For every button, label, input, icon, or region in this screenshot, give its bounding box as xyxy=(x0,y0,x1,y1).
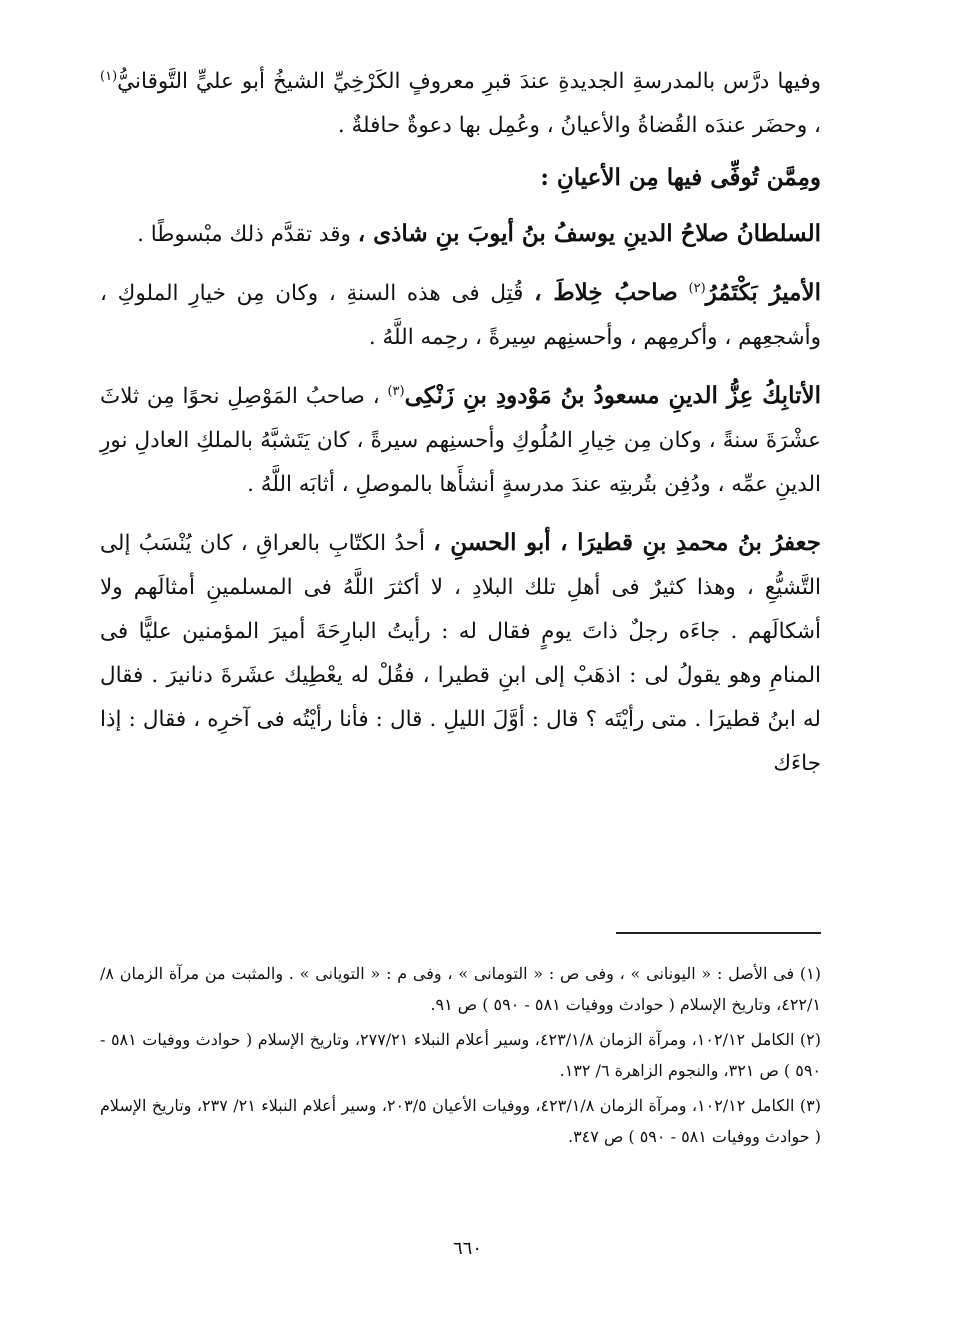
entry-text: وقد تقدَّم ذلك مبْسوطًا . xyxy=(137,222,351,247)
entry-text: ، صاحبُ المَوْصِلِ نحوًا مِن ثلاثَ عشْرَةَ سنةً ، وكان مِن خِيارِ المُلُوكِ وأحسنِهم سيرةً ، كان يَتَشبَّهُ بالملكِ العادلِ نورِ الدينِ عمِّه ، ودُفِن بتُربتِه عندَ مدرسةٍ أنشأَها بالموصلِ ، أثابَه اللَّهُ . xyxy=(100,384,821,497)
entry-baktamur xyxy=(100,271,821,360)
entry-saladin xyxy=(100,212,821,257)
entry-jafar xyxy=(100,521,821,786)
footnote-ref-3[interactable]: (٣) xyxy=(387,383,405,399)
footnote-2: (٢) الكامل ١٠٢/١٢، ومرآة الزمان ٤٢٣/١/٨، وسير أعلام النبلاء ٢٧٧/٢١، وتاريخ الإسلام ( حوادث ووفيات ٥٨١ - ٥٩٠ ) ص ٣٢١، والنجوم الزاهرة ٦/ ١٣٢. xyxy=(100,1030,822,1080)
section-heading: ومِمَّن تُوفِّى فيها مِن الأعيانِ : xyxy=(540,164,821,191)
footnote-ref-2[interactable]: (٢) xyxy=(688,280,706,296)
entry-name: جعفرُ بنُ محمدِ بنِ قطيرَا ، أبو الحسنِ ، xyxy=(433,529,821,556)
entry-text: أحدُ الكتّابِ بالعراقِ ، كان يُنْسَبُ إلى التَّشيُّعِ ، وهذا كثيرٌ فى أهلِ تلك البلادِ ، لا أكثرَ اللَّهُ فى المسلمينِ أمثالَهم ولا أشكالَهم . جاءَه رجلٌ ذاتَ يومٍ فقال له : رأيتُ البارِحَةَ أميرَ المؤمنين عليًّا فى المنامِ وهو يقولُ لى : اذهَبْ إلى ابنِ قطيرا ، فقُلْ له يعْطِيك عشَرةَ دنانيرَ . فقال له ابنُ قطيرَا . متى رأيْتَه ؟ قال : أوَّلَ الليلِ . قال : فأنا رأيْتُه فى آخرِه ، فقال : إذا جاءَك xyxy=(100,531,821,776)
paragraph-lecture xyxy=(100,60,821,148)
entry-izz-al-din xyxy=(100,374,821,507)
footnotes xyxy=(100,958,821,1156)
paragraph-text: ، وحضَر عندَه القُضاةُ والأعيانُ ، وعُمِل بها دعوةٌ حافلةٌ . xyxy=(337,113,821,138)
footnote-ref-1[interactable]: (١) xyxy=(100,68,118,84)
footnote-1: (١) فى الأصل : « اليونانى » ، وفى ص : « التومانى » ، وفى م : « التويانى » . والمثبت من مرآة الزمان ٨/ ٤٢٢/١، وتاريخ الإسلام ( حوادث ووفيات ٥٨١ - ٥٩٠ ) ص ٩١. xyxy=(100,964,821,1014)
entry-name-title: صاحبُ خِلاطَ ، xyxy=(534,279,678,306)
paragraph-text: وفيها درَّس بالمدرسةِ الجديدةِ عندَ قبرِ معروفٍ الكَرْخِيِّ الشيخُ أبو عليٍّ التَّوقانيُّ xyxy=(117,69,821,94)
entry-name: الأتابِكُ عِزُّ الدينِ مسعودُ بنُ مَوْدودِ بنِ زَنْكِى xyxy=(404,382,821,409)
page-number: ٦٦٠ xyxy=(452,1238,482,1259)
main-text xyxy=(100,60,821,800)
footnote-3: (٣) الكامل ١٠٢/١٢، ومرآة الزمان ٤٢٣/١/٨، ووفيات الأعيان ٢٠٣/٥، وسير أعلام النبلاء ٢١/ ٢٣٧، وتاريخ الإسلام ( حوادث ووفيات ٥٨١ - ٥٩٠ ) ص ٣٤٧. xyxy=(100,1096,822,1146)
entry-name: السلطانُ صلاحُ الدينِ يوسفُ بنُ أيوبَ بنِ شاذى ، xyxy=(357,220,821,247)
footnote-divider xyxy=(616,932,821,934)
entry-text: قُتِل فى هذه السنةِ ، وكان مِن خيارِ الملوكِ ، وأشجعِهم ، وأكرمِهم ، وأحسنِهم سِيرةً ، رحِمه اللَّهُ . xyxy=(100,281,821,350)
entry-name: الأميرُ بَكْتَمُرُ xyxy=(705,279,821,306)
